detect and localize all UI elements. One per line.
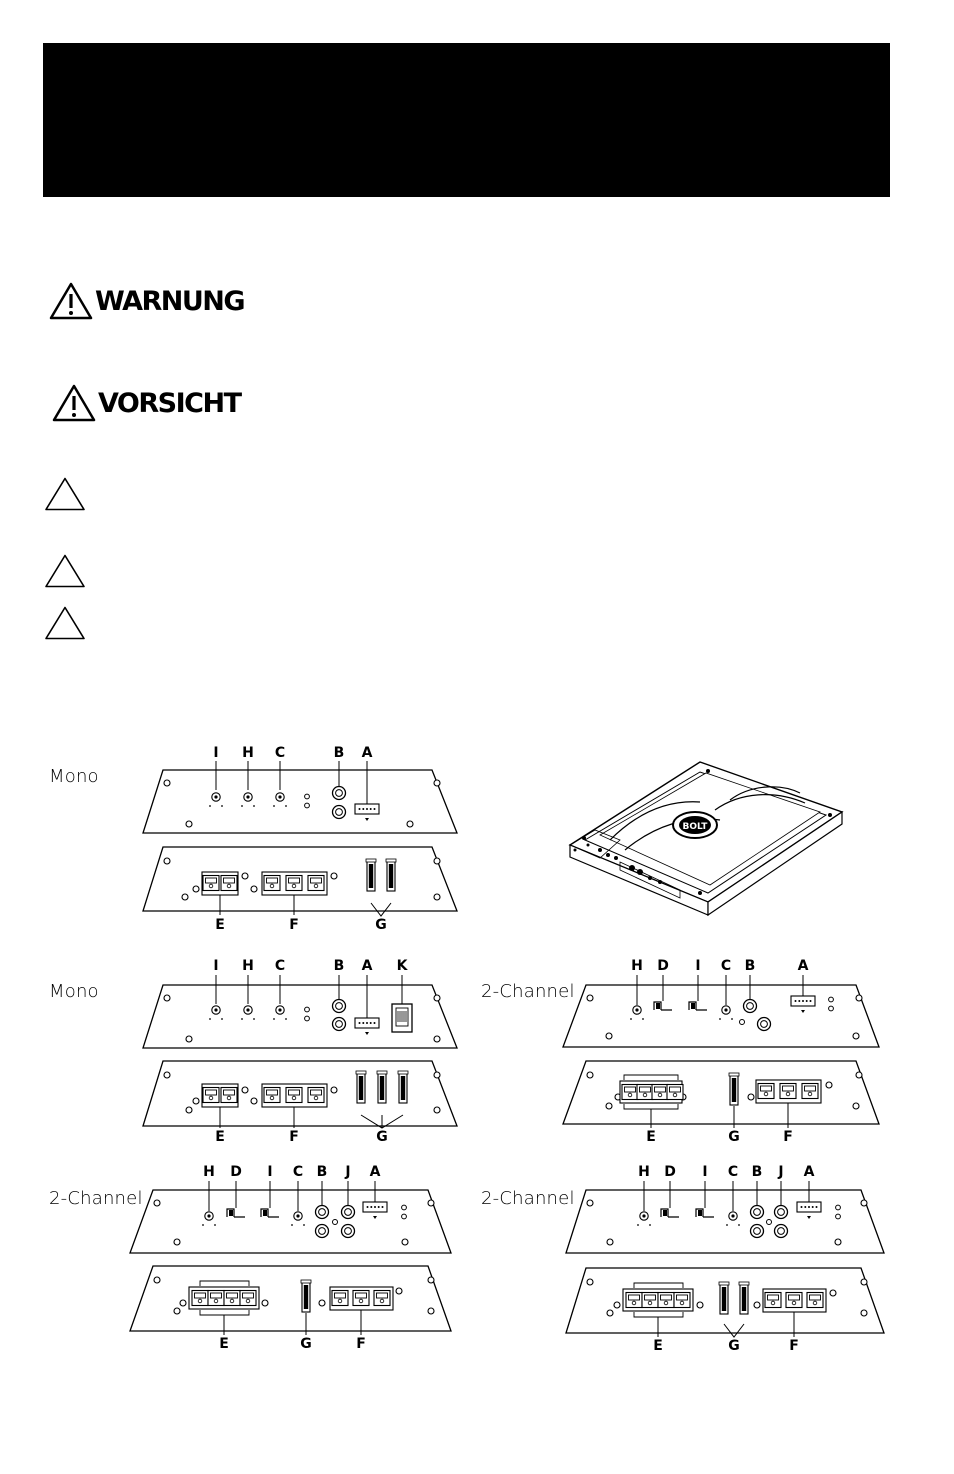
callout-letter: C xyxy=(727,1164,739,1180)
callout-letter: I xyxy=(213,745,219,761)
callout-letter: B xyxy=(333,958,345,974)
warnung-label: WARNUNG xyxy=(95,285,245,317)
mono-2-top-panel xyxy=(143,975,457,1048)
mono-1-bottom-panel xyxy=(143,847,457,916)
callout-letter: G xyxy=(728,1338,740,1354)
amplifier-3d-illustration xyxy=(570,762,842,915)
ch2-right-1-top-panel xyxy=(563,975,879,1047)
callout-letter: A xyxy=(361,958,373,974)
callout-letter: E xyxy=(653,1338,663,1354)
callout-letter: A xyxy=(797,958,809,974)
callout-letter: F xyxy=(289,917,299,933)
callout-letter: G xyxy=(376,1129,388,1145)
ch2-right-2-top-panel xyxy=(566,1181,884,1253)
callout-letter: B xyxy=(333,745,345,761)
callout-letter: D xyxy=(664,1164,676,1180)
callout-letter: H xyxy=(242,958,254,974)
ch2-left-bottom-panel xyxy=(130,1266,451,1335)
model-label-mono-2: Mono xyxy=(49,981,99,1002)
callout-letter: E xyxy=(219,1336,229,1352)
model-label-2ch-left: 2-Channel xyxy=(49,1188,143,1209)
callout-letter: F xyxy=(356,1336,366,1352)
callout-letter: J xyxy=(345,1164,351,1180)
callout-letter: H xyxy=(242,745,254,761)
callout-letter: K xyxy=(396,958,408,974)
callout-letter: F xyxy=(783,1129,793,1145)
ch2-right-2-bottom-panel xyxy=(566,1268,884,1337)
callout-letter: G xyxy=(300,1336,312,1352)
callout-letter: H xyxy=(631,958,643,974)
callout-letter: J xyxy=(778,1164,784,1180)
callout-letter: E xyxy=(646,1129,656,1145)
model-label-2ch-right-2: 2-Channel xyxy=(481,1188,575,1209)
callout-letter: C xyxy=(274,745,286,761)
callout-letter: E xyxy=(215,1129,225,1145)
callout-letter: E xyxy=(215,917,225,933)
callout-letter: G xyxy=(728,1129,740,1145)
callout-letter: I xyxy=(702,1164,708,1180)
callout-letter: B xyxy=(316,1164,328,1180)
svg-text:BOLT: BOLT xyxy=(682,822,708,832)
callout-letter: A xyxy=(803,1164,815,1180)
callout-letter: B xyxy=(751,1164,763,1180)
callout-letter: C xyxy=(720,958,732,974)
callout-letter: D xyxy=(230,1164,242,1180)
callout-letter: F xyxy=(789,1338,799,1354)
callout-letter: C xyxy=(274,958,286,974)
callout-letter: B xyxy=(744,958,756,974)
mono-1-top-panel xyxy=(143,761,457,833)
ch2-left-top-panel xyxy=(130,1181,451,1253)
callout-letter: C xyxy=(292,1164,304,1180)
callout-letter: A xyxy=(361,745,373,761)
vorsicht-label: VORSICHT xyxy=(98,387,241,419)
callout-letter: I xyxy=(695,958,701,974)
callout-letter: F xyxy=(289,1129,299,1145)
callout-letter: I xyxy=(213,958,219,974)
ch2-right-1-bottom-panel xyxy=(563,1061,879,1128)
callout-letter: H xyxy=(638,1164,650,1180)
model-label-2ch-right-1: 2-Channel xyxy=(481,981,575,1002)
callout-letter: D xyxy=(657,958,669,974)
model-label-mono-1: Mono xyxy=(49,766,99,787)
callout-letter: G xyxy=(375,917,387,933)
mono-2-bottom-panel xyxy=(143,1061,457,1128)
callout-letter: H xyxy=(203,1164,215,1180)
callout-letter: A xyxy=(369,1164,381,1180)
callout-letter: I xyxy=(267,1164,273,1180)
